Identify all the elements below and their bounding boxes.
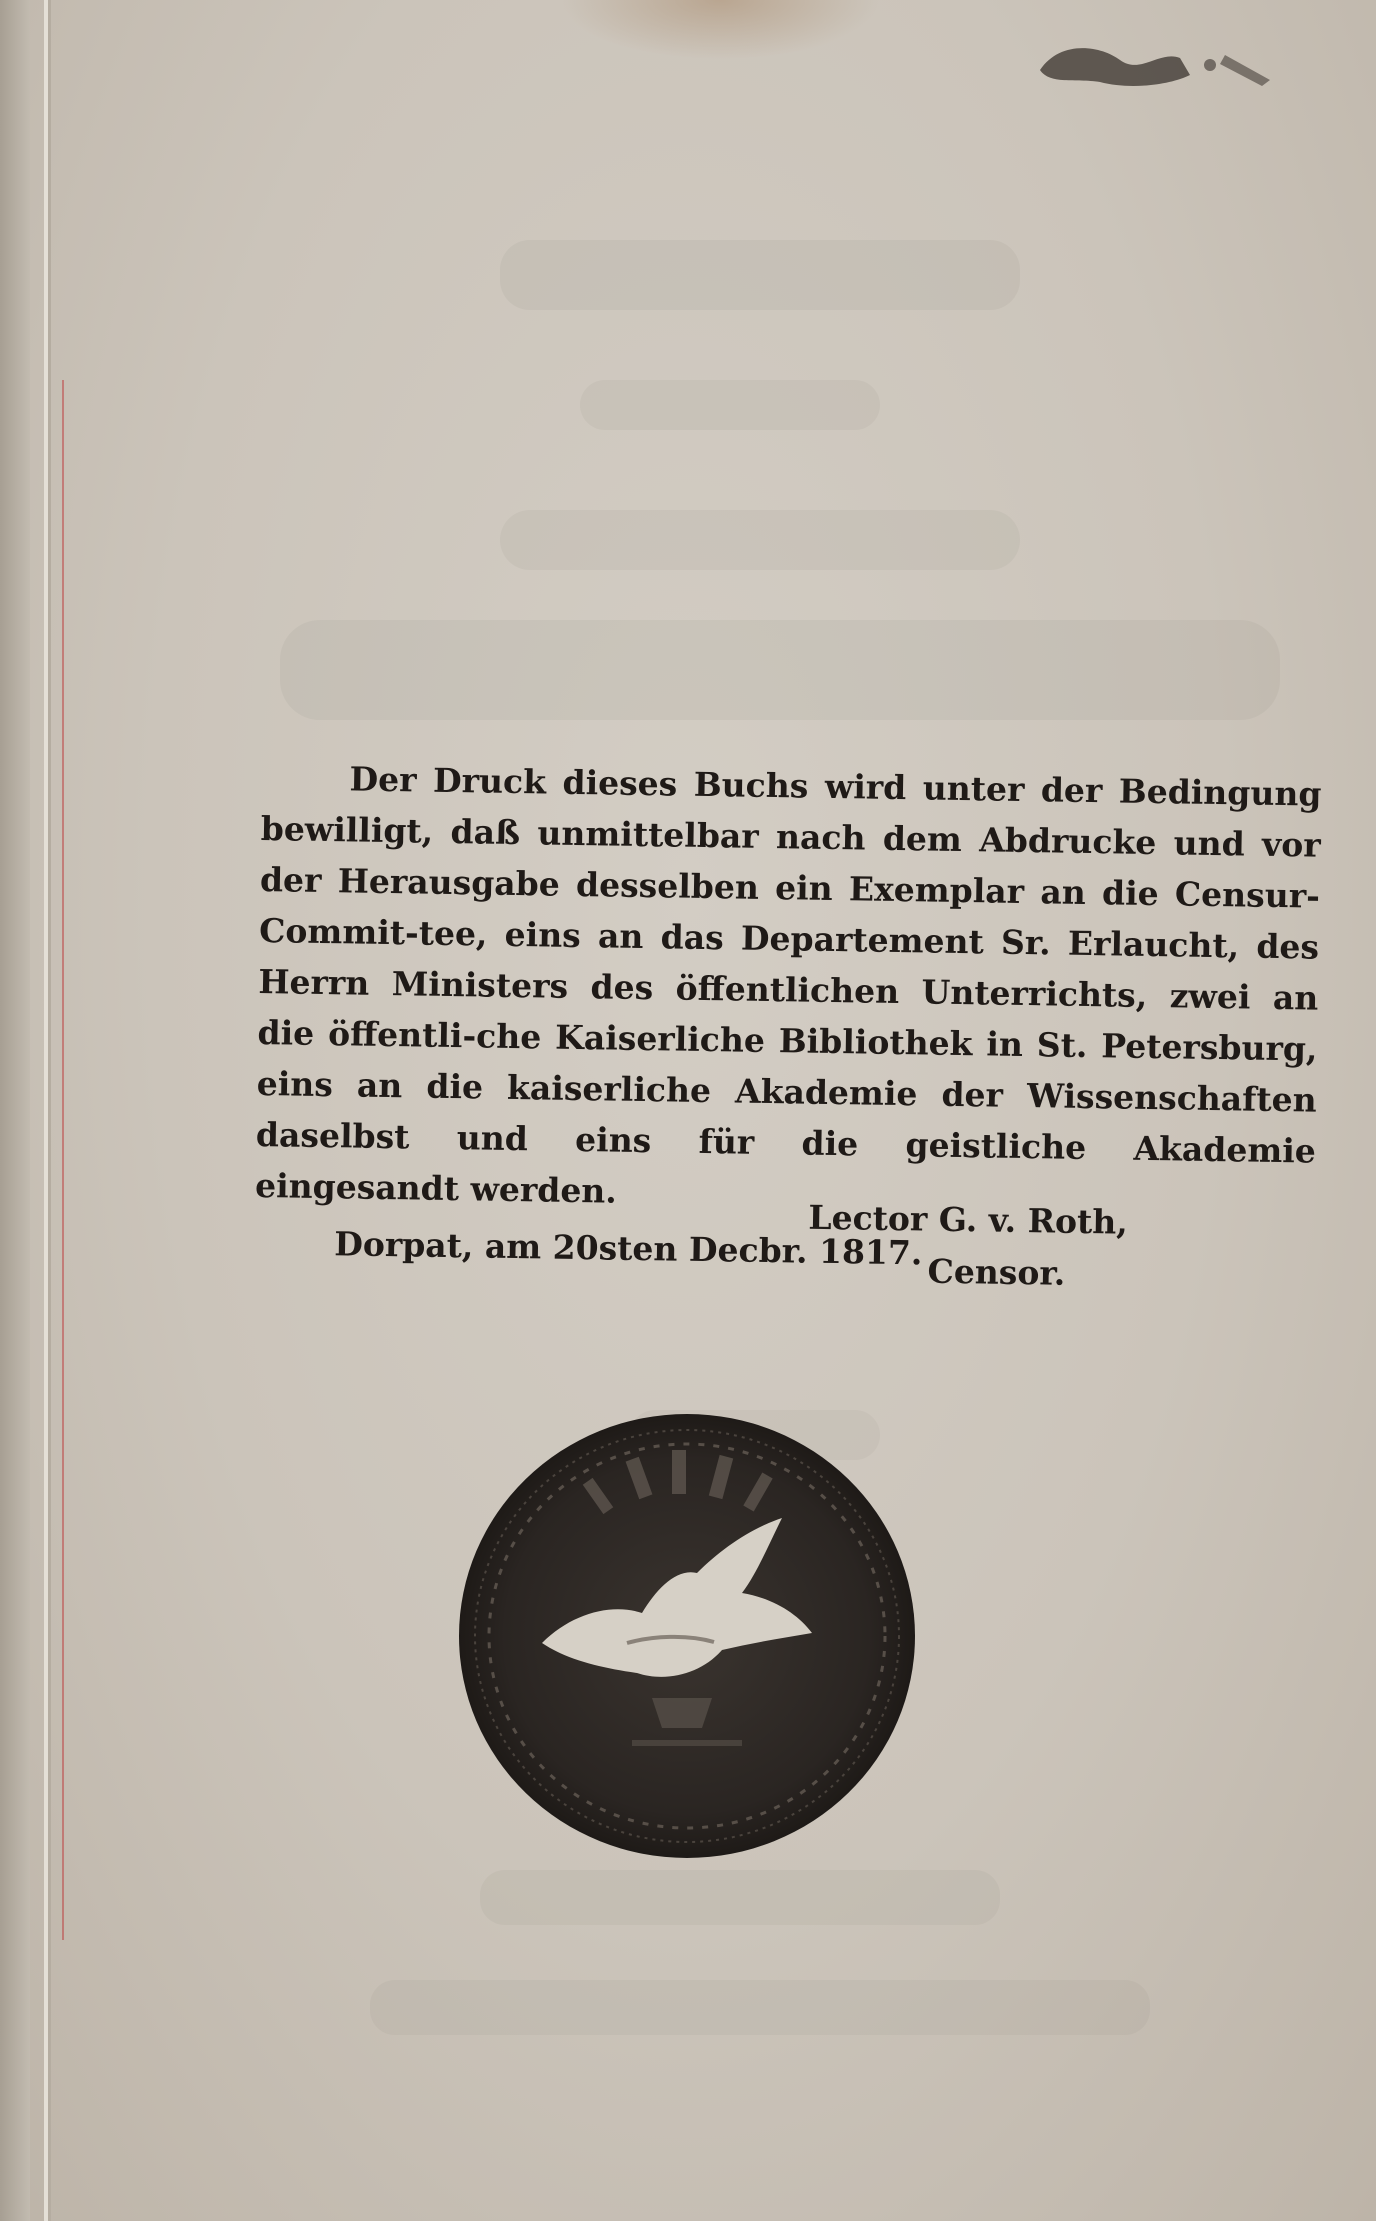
censor-signature (807, 1192, 1229, 1303)
page-gutter (44, 0, 48, 2221)
ink-smudge-icon (1030, 30, 1280, 100)
seal-stamp-icon (452, 1398, 922, 1868)
notice-paragraph: Der Druck dieses Buchs wird unter der Bedingung bewilligt, daß unmittelbar nach dem Abdrucke und vor der Herausgabe desselben ein Exemplar an die Censur-Commit-tee, eins an das Departement Sr. Erlaucht, des Herrn Ministers des öffentlichen Unterrichts, zwei an die öffentli-che Kaiserliche Bibliothek in St. Petersburg, eins an die kaiserliche Akademie der Wissenschaften daselbst und eins für die geistliche Akademie eingesandt werden. (254, 759, 1322, 1211)
place-date-line: Dorpat, am 20sten Decbr. 1817. (333, 1224, 923, 1273)
signature-title: Censor. (927, 1251, 1066, 1293)
margin-rule (62, 380, 64, 1940)
book-spine-edge (0, 0, 30, 2221)
paper-stain (560, 0, 880, 60)
signature-name: Lector G. v. Roth, (808, 1197, 1129, 1242)
